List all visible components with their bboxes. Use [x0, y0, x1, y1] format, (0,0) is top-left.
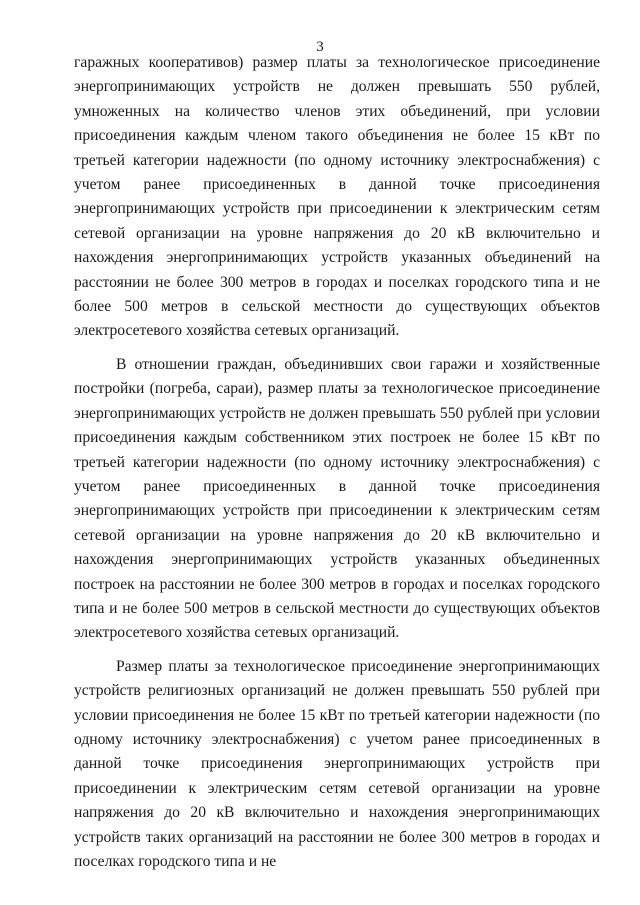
paragraph-religious-organizations: Размер платы за технологическое присоединение энергопринимающих устройств религиозных организаций не должен превышать 550 рублей при условии присоединения не более 15 кВт по третьей категории надежности (по одному источнику электроснабжения) с учетом ранее присоединенных в данной точке присоединения энергопринимающих устройств при присоединении к электрическим сетям сетевой организации на уровне напряжения до 20 кВ включительно и нахождения энергопринимающих устройств таких организаций на расстоянии не более 300 метров в городах и поселках городского типа и не — [74, 657, 600, 870]
paragraph-garage-owners: В отношении граждан, объединивших свои гаражи и хозяйственные постройки (погреба, сараи), размер платы за технологическое присоединение энергопринимающих устройств не должен превышать 550 рублей при условии присоединения каждым собственником этих построек не более 15 кВт по третьей категории надежности (по одному источнику электроснабжения) с учетом ранее присоединенных в данной точке присоединения энергопринимающих устройств при присоединении к электрическим сетям сетевой организации на уровне напряжения до 20 кВ включительно и нахождения энергопринимающих устройств указанных объединенных построек на расстоянии не более 300 метров в городах и поселках городского типа и не более 500 метров в сельской местности до существующих объектов электросетевого хозяйства сетевых организаций. — [74, 355, 600, 642]
document-body — [74, 51, 600, 874]
paragraph-continuation: гаражных кооперативов) размер платы за технологическое присоединение энергопринимающих устройств не должен превышать 550 рублей, умноженных на количество членов этих объединений, при условии присоединения каждым членом такого объединения не более 15 кВт по третьей категории надежности (по одному источнику электроснабжения) с учетом ранее присоединенных в данной точке присоединения энергопринимающих устройств при присоединении к электрическим сетям сетевой организации на уровне напряжения до 20 кВ включительно и нахождения энергопринимающих устройств указанных объединений на расстоянии не более 300 метров в городах и поселках городского типа и не более 500 метров в сельской местности до существующих объектов электросетевого хозяйства сетевых организаций. — [74, 54, 600, 340]
page-number: 3 — [316, 39, 324, 55]
